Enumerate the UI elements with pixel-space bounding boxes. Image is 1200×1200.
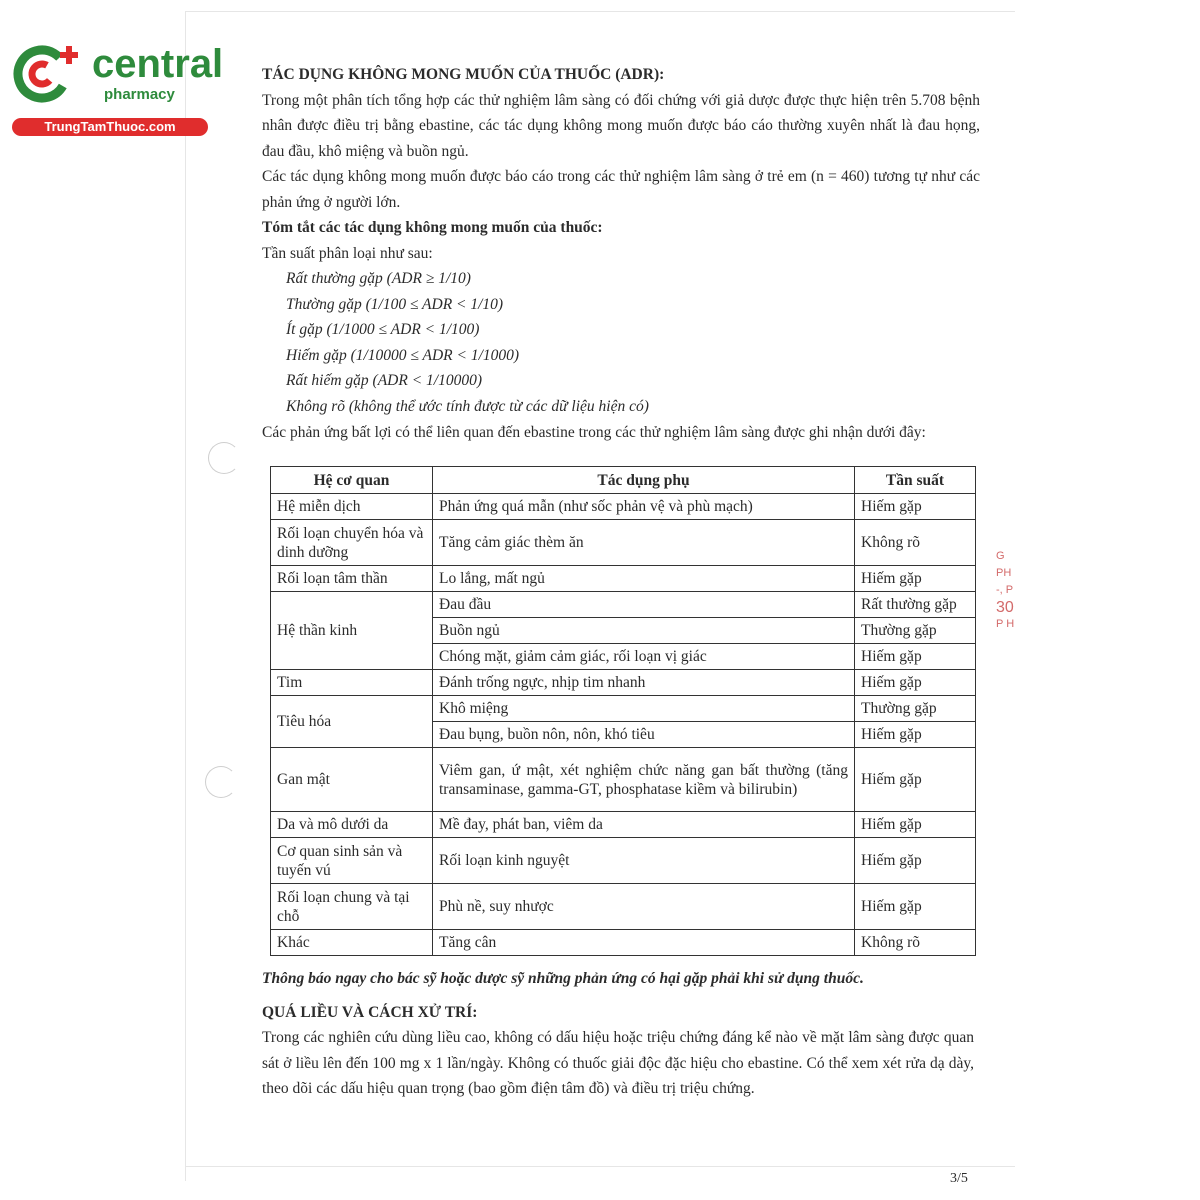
- adr-summary-title: Tóm tắt các tác dụng không mong muốn của thuốc:: [262, 219, 603, 236]
- effect-cell: Buồn ngủ: [433, 618, 855, 644]
- frequency-cell: Hiếm gặp: [855, 670, 976, 696]
- frequency-cell: Hiếm gặp: [855, 884, 976, 930]
- page-number: 3/5: [950, 1171, 968, 1186]
- effect-cell: Phản ứng quá mẫn (như sốc phản vệ và phù mạch): [433, 494, 855, 520]
- table-row: [271, 696, 976, 722]
- frequency-item: Không rõ (không thể ước tính được từ các dữ liệu hiện có): [286, 397, 649, 415]
- table-row: [271, 670, 976, 696]
- punch-hole-top: [208, 442, 240, 474]
- scan-edge-left: [185, 11, 186, 1181]
- organ-cell: Da và mô dưới da: [271, 812, 433, 838]
- table-row: [271, 592, 976, 618]
- table-row: [271, 566, 976, 592]
- frequency-cell: Hiếm gặp: [855, 494, 976, 520]
- effect-cell: Đau đầu: [433, 592, 855, 618]
- red-stamp-fragment: [996, 510, 1020, 670]
- organ-cell: Khác: [271, 930, 433, 956]
- adr-section: [262, 62, 980, 442]
- stamp-text: -, P: [996, 584, 1014, 596]
- frequency-intro: Tần suất phân loại như sau:: [262, 244, 433, 262]
- effect-cell: Tăng cảm giác thèm ăn: [433, 520, 855, 566]
- adr-paragraph-2: Các tác dụng không mong muốn được báo cáo trong các thử nghiệm lâm sàng ở trẻ em (n = 460) tương tự như các phản ứng ở người lớn.: [262, 168, 980, 211]
- effect-cell: Khô miệng: [433, 696, 855, 722]
- warning-notice: Thông báo ngay cho bác sỹ hoặc dược sỹ những phản ứng có hại gặp phải khi sử dụng thuốc.: [262, 970, 864, 987]
- brand-subtitle: pharmacy: [104, 86, 175, 103]
- frequency-item: Rất hiếm gặp (ADR < 1/10000): [286, 372, 482, 389]
- table-row: [271, 494, 976, 520]
- stamp-text: P H: [996, 618, 1015, 630]
- organ-cell: Rối loạn tâm thần: [271, 566, 433, 592]
- table-row: [271, 838, 976, 884]
- frequency-cell: Không rõ: [855, 520, 976, 566]
- punch-hole-bottom: [205, 766, 237, 798]
- table-row: [271, 748, 976, 812]
- table-row: [271, 930, 976, 956]
- frequency-cell: Thường gặp: [855, 696, 976, 722]
- effect-cell: Mề đay, phát ban, viêm da: [433, 812, 855, 838]
- frequency-cell: Thường gặp: [855, 618, 976, 644]
- table-header-row: [271, 467, 976, 494]
- header-frequency: Tần suất: [855, 467, 976, 494]
- brand-logo[interactable]: [12, 40, 224, 136]
- table-row: [271, 884, 976, 930]
- adverse-reactions-table: [270, 466, 976, 956]
- frequency-item: Hiếm gặp (1/10000 ≤ ADR < 1/1000): [286, 346, 520, 364]
- brand-url[interactable]: TrungTamThuoc.com: [12, 118, 208, 136]
- overdose-paragraph: Trong các nghiên cứu dùng liều cao, không có dấu hiệu hoặc triệu chứng đáng kể nào về mặt lâm sàng được quan sát ở liều lên đến 100 mg x 1 lần/ngày. Không có thuốc giải độc đặc hiệu cho ebastine. Có thể xem xét rửa dạ dày, theo dõi các dấu hiệu quan trọng (bao gồm điện tâm đồ) và điều trị triệu chứng.: [262, 1029, 974, 1097]
- frequency-cell: Hiếm gặp: [855, 644, 976, 670]
- header-organ: Hệ cơ quan: [271, 467, 433, 494]
- effect-cell: Đau bụng, buồn nôn, nôn, khó tiêu: [433, 722, 855, 748]
- stamp-text: G: [996, 550, 1005, 562]
- frequency-item: Thường gặp (1/100 ≤ ADR < 1/10): [286, 295, 504, 313]
- header-effect: Tác dụng phụ: [433, 467, 855, 494]
- organ-cell: Rối loạn chuyển hóa và dinh dưỡng: [271, 520, 433, 566]
- effect-cell: Tăng cân: [433, 930, 855, 956]
- organ-cell: Rối loạn chung và tại chỗ: [271, 884, 433, 930]
- frequency-cell: Hiếm gặp: [855, 748, 976, 812]
- effect-cell: Đánh trống ngực, nhịp tim nhanh: [433, 670, 855, 696]
- scan-edge-top: [185, 11, 1015, 12]
- organ-cell: Gan mật: [271, 748, 433, 812]
- frequency-item: Ít gặp (1/1000 ≤ ADR < 1/100): [286, 321, 480, 338]
- overdose-title: QUÁ LIỀU VÀ CÁCH XỬ TRÍ:: [262, 1003, 478, 1021]
- organ-cell: Hệ miễn dịch: [271, 494, 433, 520]
- frequency-cell: Hiếm gặp: [855, 812, 976, 838]
- brand-name: central: [92, 42, 224, 86]
- effect-cell: Phù nề, suy nhược: [433, 884, 855, 930]
- table-row: [271, 812, 976, 838]
- table-row: [271, 520, 976, 566]
- effect-cell: Rối loạn kinh nguyệt: [433, 838, 855, 884]
- frequency-cell: Hiếm gặp: [855, 566, 976, 592]
- frequency-cell: Hiếm gặp: [855, 838, 976, 884]
- effect-cell: Lo lắng, mất ngủ: [433, 566, 855, 592]
- organ-cell: Hệ thần kinh: [271, 592, 433, 670]
- organ-cell: Cơ quan sinh sản và tuyến vú: [271, 838, 433, 884]
- scan-edge-bottom: [185, 1166, 1015, 1167]
- table-intro: Các phản ứng bất lợi có thể liên quan đến ebastine trong các thử nghiệm lâm sàng được ghi nhận dưới đây:: [262, 424, 926, 441]
- adr-title: TÁC DỤNG KHÔNG MONG MUỐN CỦA THUỐC (ADR):: [262, 66, 665, 83]
- frequency-item: Rất thường gặp (ADR ≥ 1/10): [286, 270, 471, 287]
- overdose-section: [262, 966, 974, 1102]
- frequency-cell: Rất thường gặp: [855, 592, 976, 618]
- stamp-text: PH: [996, 567, 1012, 579]
- stamp-text: 30: [996, 599, 1014, 616]
- central-pharmacy-logo-icon: [12, 40, 82, 106]
- effect-cell: Chóng mặt, giảm cảm giác, rối loạn vị giác: [433, 644, 855, 670]
- adr-paragraph-1: Trong một phân tích tổng hợp các thử nghiệm lâm sàng có đối chứng với giả dược được thực hiện trên 5.708 bệnh nhân được điều trị bằng ebastine, các tác dụng không mong muốn được báo cáo thường xuyên nhất là đau họng, đau đầu, khô miệng và buồn ngủ.: [262, 91, 980, 160]
- effect-cell: Viêm gan, ứ mật, xét nghiệm chức năng gan bất thường (tăng transaminase, gamma-GT, phosphatase kiềm và bilirubin): [433, 748, 855, 812]
- frequency-cell: Không rõ: [855, 930, 976, 956]
- organ-cell: Tim: [271, 670, 433, 696]
- organ-cell: Tiêu hóa: [271, 696, 433, 748]
- frequency-cell: Hiếm gặp: [855, 722, 976, 748]
